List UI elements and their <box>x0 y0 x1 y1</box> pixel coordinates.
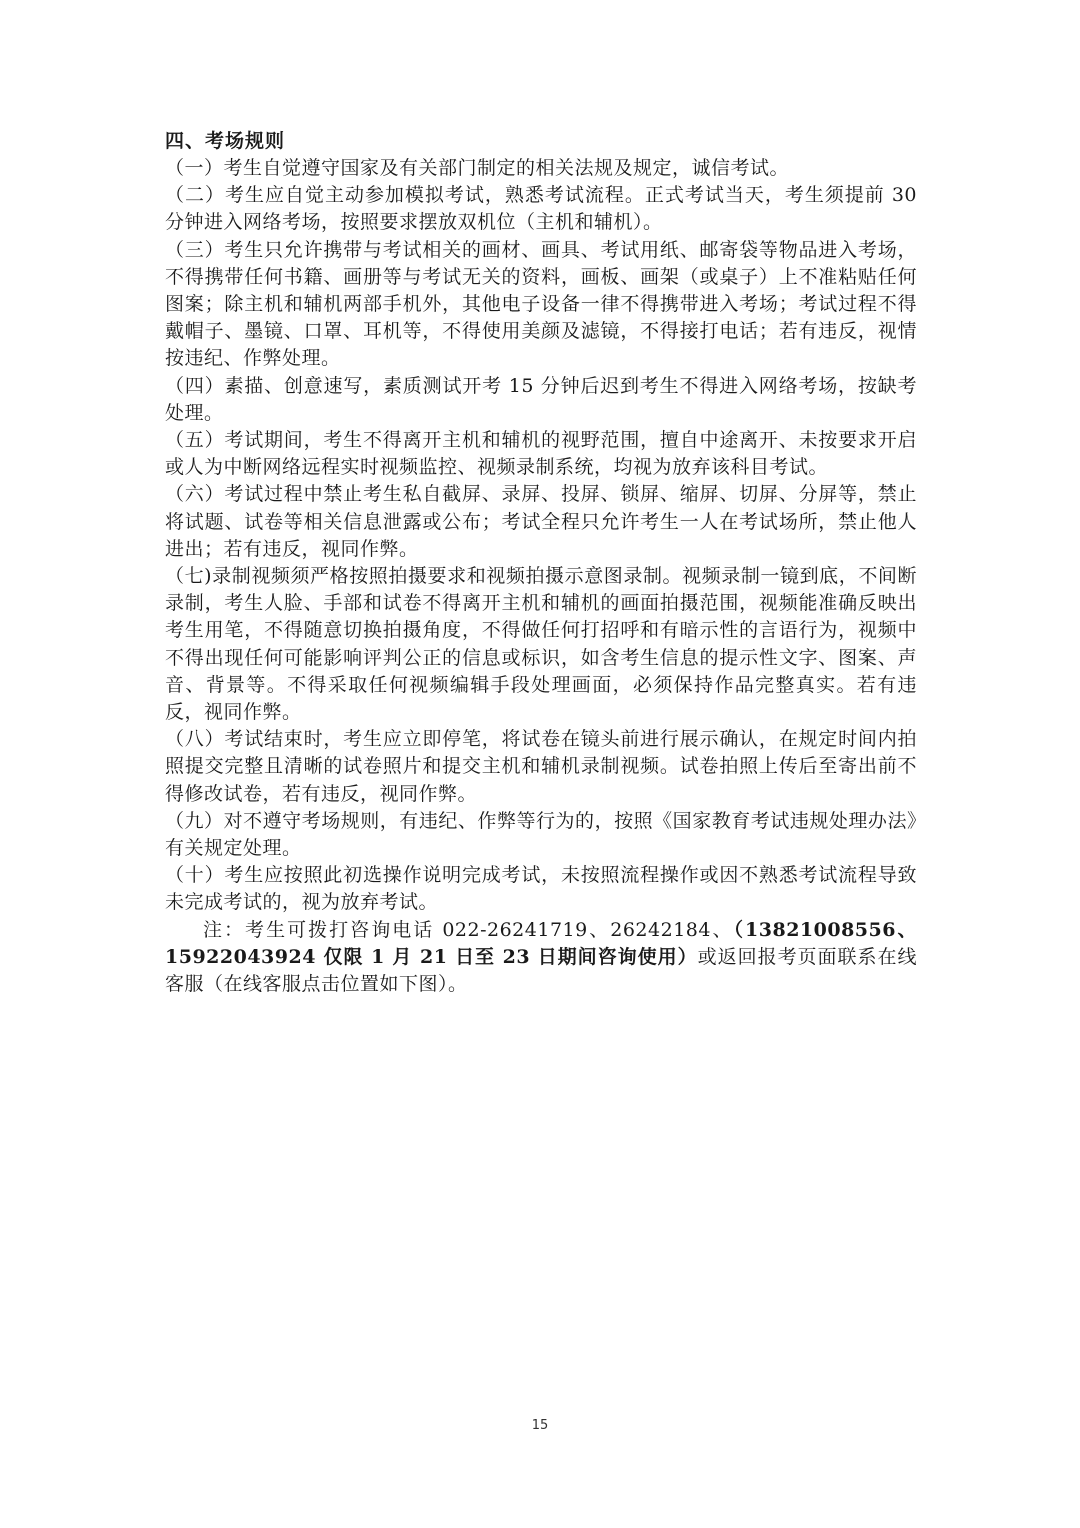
rule-4: （四）素描、创意速写，素质测试开考 15 分钟后迟到考生不得进入网络考场，按缺考处理。 <box>165 374 917 424</box>
page-number: 15 <box>531 1418 549 1433</box>
contact-note <box>165 917 917 999</box>
document-body <box>165 128 917 998</box>
rule-8: （八）考试结束时，考生应立即停笔，将试卷在镜头前进行展示确认，在规定时间内拍照提交完整且清晰的试卷照片和提交主机和辅机录制视频。试卷拍照上传后至寄出前不得修改试卷，若有违反，视同作弊。 <box>165 728 917 805</box>
note-suffix: 或返回报考页面联系在线客服（在线客服点击位置如下图）。 <box>165 945 917 996</box>
rule-10: （十）考生应按照此初选操作说明完成考试，未按照流程操作或因不熟悉考试流程导致未完成考试的，视为放弃考试。 <box>165 864 917 914</box>
rule-9: （九）对不遵守考场规则，有违纪、作弊等行为的，按照《国家教育考试违规处理办法》有关规定处理。 <box>165 809 917 860</box>
section-heading: 四、考场规则 <box>165 130 286 152</box>
note-hotline-bold: （13821008556、15922043924 仅限 1 月 21 日至 23 日期间咨询使用） <box>165 918 917 968</box>
rule-3: （三）考生只允许携带与考试相关的画材、画具、考试用纸、邮寄袋等物品进入考场，不得携带任何书籍、画册等与考试无关的资料，画板、画架（或桌子）上不准粘贴任何图案；除主机和辅机两部手机外，其他电子设备一律不得携带进入考场；考试过程不得戴帽子、墨镜、口罩、耳机等，不得使用美颜及滤镜，不得接打电话；若有违反，视情按违纪、作弊处理。 <box>165 238 917 370</box>
note-prefix: 注：考生可拨打咨询电话 022-26241719、26242184、 <box>203 918 734 941</box>
rule-5: （五）考试期间，考生不得离开主机和辅机的视野范围，擅自中途离开、未按要求开启或人为中断网络远程实时视频监控、视频录制系统，均视为放弃该科目考试。 <box>165 429 917 479</box>
rule-6: （六）考试过程中禁止考生私自截屏、录屏、投屏、锁屏、缩屏、切屏、分屏等，禁止将试题、试卷等相关信息泄露或公布；考试全程只允许考生一人在考试场所，禁止他人进出；若有违反，视同作弊。 <box>165 483 917 560</box>
rule-2: （二）考生应自觉主动参加模拟考试，熟悉考试流程。正式考试当天，考生须提前 30 分钟进入网络考场，按照要求摆放双机位（主机和辅机）。 <box>165 184 917 234</box>
rule-1: （一）考生自觉遵守国家及有关部门制定的相关法规及规定，诚信考试。 <box>165 157 790 179</box>
rule-7: （七)录制视频须严格按照拍摄要求和视频拍摄示意图录制。视频录制一镜到底，不间断录制，考生人脸、手部和试卷不得离开主机和辅机的画面拍摄范围，视频能准确反映出考生用笔，不得随意切换拍摄角度，不得做任何打招呼和有暗示性的言语行为，视频中不得出现任何可能影响评判公正的信息或标识，如含考生信息的提示性文字、图案、声音、背景等。不得采取任何视频编辑手段处理画面，必须保持作品完整真实。若有违反，视同作弊。 <box>165 565 917 724</box>
